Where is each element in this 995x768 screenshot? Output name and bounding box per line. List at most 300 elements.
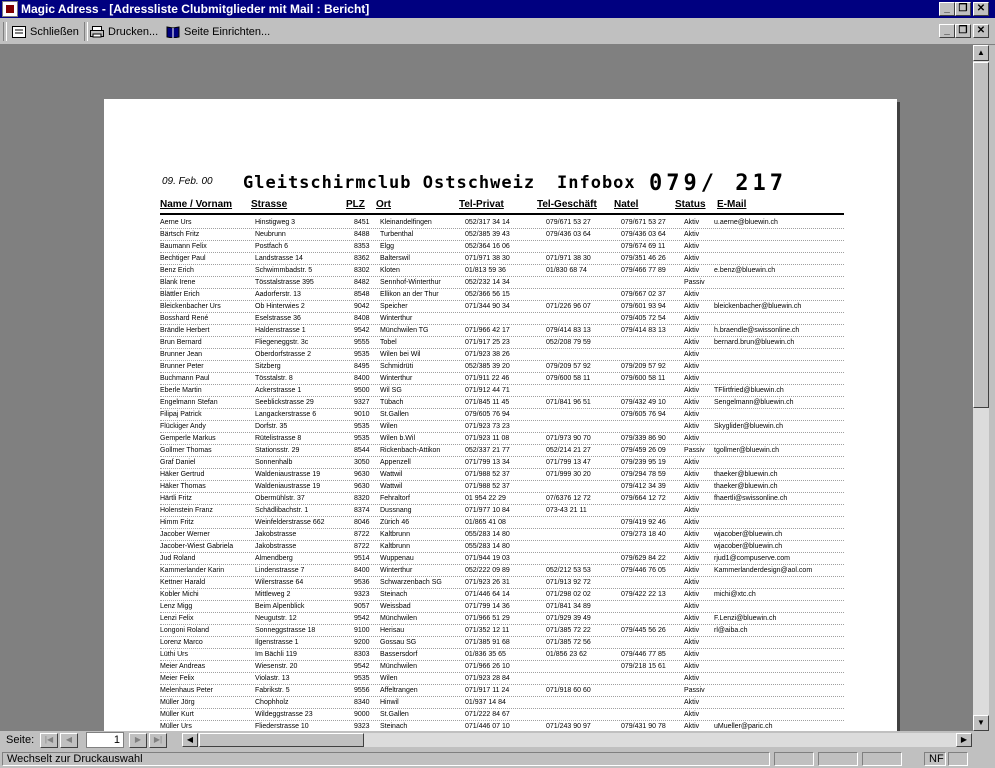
cell-phone-private: 071/923 11 08: [465, 435, 510, 442]
cell-phone-private: 052/366 56 15: [465, 291, 510, 298]
cell-street: Wilerstrasse 64: [255, 579, 304, 586]
scroll-right-arrow-icon[interactable]: ▶: [956, 733, 972, 747]
cell-name: Jacober Werner: [160, 531, 210, 538]
cell-mobile: 079/629 84 22: [621, 555, 666, 562]
cell-city: Wil SG: [380, 387, 402, 394]
print-button[interactable]: [90, 23, 158, 41]
cell-mobile: 079/446 76 05: [621, 567, 666, 574]
cell-zip: 8722: [354, 543, 370, 550]
cell-zip: 9000: [354, 711, 370, 718]
cell-city: Hinwil: [380, 699, 399, 706]
cell-status: Aktiv: [684, 459, 700, 466]
cell-street: Fliegeneggstr. 3c: [255, 339, 309, 346]
cell-email: TFlirtfried@bluewin.ch: [714, 387, 784, 394]
cell-city: St.Gallen: [380, 711, 409, 718]
cell-city: Turbenthal: [380, 231, 414, 238]
cell-street: Schwimmbadstr. 5: [255, 267, 313, 274]
cell-street: Haldenstrasse 1: [255, 327, 306, 334]
cell-status: Aktiv: [684, 639, 700, 646]
cell-email: tgollmer@bluewin.ch: [714, 447, 780, 454]
cell-status: Aktiv: [684, 699, 700, 706]
cell-phone-business: 052/208 79 59: [546, 339, 591, 346]
cell-city: Speicher: [380, 303, 408, 310]
first-page-icon[interactable]: |◀: [40, 733, 58, 748]
cell-street: Ob Hinterwies 2: [255, 303, 305, 310]
cell-city: Münchwilen: [380, 615, 417, 622]
cell-city: Winterthur: [380, 567, 413, 574]
table-row: [160, 649, 844, 661]
cell-name: Müller Urs: [160, 723, 192, 730]
cell-city: Wilen: [380, 423, 398, 430]
cell-phone-private: 052/337 21 77: [465, 447, 510, 454]
table-row: [160, 613, 844, 625]
cell-phone-private: 071/988 52 37: [465, 483, 510, 490]
page-number-input[interactable]: 1: [86, 732, 124, 748]
col-header-city: Ort: [376, 199, 391, 210]
cell-email: michi@xtc.ch: [714, 591, 756, 598]
cell-name: Blättler Erich: [160, 291, 200, 298]
cell-zip: 9042: [354, 303, 370, 310]
cell-status: Aktiv: [684, 531, 700, 538]
doc-restore-button[interactable]: ❐: [955, 24, 971, 38]
cell-name: Brun Bernard: [160, 339, 202, 346]
cell-name: Benz Erich: [160, 267, 194, 274]
cell-street: Waldeniaustrasse 19: [255, 483, 321, 490]
cell-status: Passiv: [684, 687, 705, 694]
cell-phone-private: 052/232 14 34: [465, 279, 510, 286]
cell-name: Aerne Urs: [160, 219, 192, 226]
toolbar-separator: [84, 22, 88, 41]
cell-phone-business: 07/6376 12 72: [546, 495, 591, 502]
cell-phone-private: 071/944 19 03: [465, 555, 510, 562]
cell-zip: 9542: [354, 663, 370, 670]
scroll-down-arrow-icon[interactable]: ▼: [973, 715, 989, 731]
cell-zip: 8374: [354, 507, 370, 514]
cell-mobile: 079/600 58 11: [621, 375, 666, 382]
cell-status: Aktiv: [684, 327, 700, 334]
table-row: [160, 301, 844, 313]
table-row: [160, 361, 844, 373]
cell-street: Seeblickstrasse 29: [255, 399, 314, 406]
cell-zip: 9535: [354, 423, 370, 430]
cell-zip: 9630: [354, 483, 370, 490]
scroll-left-arrow-icon[interactable]: ◀: [182, 733, 198, 747]
cell-name: Müller Kurt: [160, 711, 194, 718]
cell-phone-business: 073-43 21 11: [546, 507, 587, 514]
cell-mobile: 079/405 72 54: [621, 315, 666, 322]
cell-name: Baumann Felix: [160, 243, 207, 250]
cell-street: Neubrunn: [255, 231, 286, 238]
minimize-button[interactable]: _: [939, 2, 955, 16]
cell-name: Gollmer Thomas: [160, 447, 212, 454]
cell-phone-private: 055/283 14 80: [465, 543, 510, 550]
cell-phone-private: 071/352 12 11: [465, 627, 510, 634]
cell-street: Tösstalstr. 8: [255, 375, 293, 382]
status-panel-empty-1: [774, 752, 814, 766]
doc-close-button[interactable]: ✕: [973, 24, 989, 38]
table-row: [160, 217, 844, 229]
report-page: [104, 99, 897, 731]
cell-email: F.Lenzi@bluewin.ch: [714, 615, 777, 622]
cell-zip: 8451: [354, 219, 370, 226]
cell-status: Aktiv: [684, 255, 700, 262]
status-indicator: NF: [924, 752, 946, 766]
cell-city: Tobel: [380, 339, 397, 346]
cell-city: Kaltbrunn: [380, 543, 410, 550]
cell-zip: 8320: [354, 495, 370, 502]
cell-phone-private: 071/446 64 14: [465, 591, 510, 598]
table-row: [160, 445, 844, 457]
cell-street: Jakobstrasse: [255, 531, 297, 538]
cell-phone-private: 071/966 42 17: [465, 327, 510, 334]
cell-street: Landstrasse 14: [255, 255, 303, 262]
cell-zip: 8495: [354, 363, 370, 370]
cell-mobile: 079/218 15 61: [621, 663, 666, 670]
cell-name: Kettner Harald: [160, 579, 206, 586]
close-button[interactable]: ✕: [973, 2, 989, 16]
cell-status: Aktiv: [684, 543, 700, 550]
cell-email: rjud1@compuserve.com: [714, 555, 790, 562]
horizontal-scroll-thumb[interactable]: [199, 733, 364, 747]
last-page-icon[interactable]: ▶|: [149, 733, 167, 748]
page-setup-button[interactable]: [166, 23, 270, 41]
cell-name: Brändle Herbert: [160, 327, 210, 334]
cell-phone-private: 071/799 13 34: [465, 459, 510, 466]
cell-name: Engelmann Stefan: [160, 399, 218, 406]
cell-city: Sennhof-Winterthur: [380, 279, 441, 286]
cell-status: Aktiv: [684, 675, 700, 682]
cell-status: Passiv: [684, 279, 705, 286]
cell-status: Aktiv: [684, 555, 700, 562]
cell-zip: 9630: [354, 471, 370, 478]
member-list: [160, 217, 844, 731]
col-header-street: Strasse: [251, 199, 288, 210]
cell-email: uMueller@paric.ch: [714, 723, 773, 730]
cell-street: Violastr. 13: [255, 675, 290, 682]
cell-phone-private: 071/966 51 29: [465, 615, 510, 622]
cell-city: Kleinandelfingen: [380, 219, 432, 226]
cell-zip: 8302: [354, 267, 370, 274]
cell-mobile: 079/209 57 92: [621, 363, 666, 370]
cell-phone-business: 052/212 53 53: [546, 567, 591, 574]
table-row: [160, 685, 844, 697]
cell-phone-business: 071/999 30 20: [546, 471, 591, 478]
cell-status: Aktiv: [684, 423, 700, 430]
cell-zip: 9323: [354, 723, 370, 730]
cell-city: Rickenbach-Attikon: [380, 447, 441, 454]
report-preview-area: [0, 45, 973, 731]
cell-zip: 9536: [354, 579, 370, 586]
cell-status: Aktiv: [684, 231, 700, 238]
cell-zip: 8544: [354, 447, 370, 454]
table-row: [160, 457, 844, 469]
cell-street: Almendberg: [255, 555, 293, 562]
cell-street: Sonneggstrasse 18: [255, 627, 316, 634]
cell-street: Oberdorfstrasse 2: [255, 351, 312, 358]
cell-mobile: 079/422 22 13: [621, 591, 666, 598]
col-header-phone-business: Tel-Geschäft: [537, 199, 597, 210]
cell-street: Dorfstr. 35: [255, 423, 288, 430]
cell-name: Brunner Peter: [160, 363, 204, 370]
table-row: [160, 277, 844, 289]
cell-status: Aktiv: [684, 567, 700, 574]
restore-button[interactable]: ❐: [955, 2, 971, 16]
cell-status: Aktiv: [684, 303, 700, 310]
cell-mobile: 079/431 90 78: [621, 723, 666, 730]
infobox-phone: 079/ 217: [649, 171, 787, 196]
cell-name: Häker Gertrud: [160, 471, 205, 478]
cell-status: Aktiv: [684, 495, 700, 502]
cell-name: Blank Irene: [160, 279, 196, 286]
cell-phone-business: 071/226 96 07: [546, 303, 591, 310]
table-row: [160, 625, 844, 637]
cell-zip: 9535: [354, 351, 370, 358]
cell-city: Steinach: [380, 723, 408, 730]
cell-zip: 8400: [354, 375, 370, 382]
table-row: [160, 325, 844, 337]
cell-street: Fliederstrasse 10: [255, 723, 309, 730]
vertical-scroll-thumb[interactable]: [973, 62, 989, 408]
cell-phone-private: 052/385 39 20: [465, 363, 510, 370]
cell-phone-private: 071/923 28 84: [465, 675, 510, 682]
cell-phone-private: 052/222 09 89: [465, 567, 510, 574]
cell-city: Zürich 46: [380, 519, 410, 526]
cell-email: thaeker@bluewin.ch: [714, 471, 778, 478]
print-label: Drucken...: [108, 26, 159, 38]
cell-phone-business: 071/243 90 97: [546, 723, 591, 730]
cell-zip: 9542: [354, 615, 370, 622]
cell-city: Winterthur: [380, 315, 413, 322]
vertical-scrollbar[interactable]: [973, 45, 989, 731]
cell-mobile: 079/674 69 11: [621, 243, 666, 250]
table-row: [160, 469, 844, 481]
cell-mobile: 079/671 53 27: [621, 219, 666, 226]
cell-phone-private: 071/971 38 30: [465, 255, 510, 262]
table-row: [160, 493, 844, 505]
cell-phone-business: 079/209 57 92: [546, 363, 591, 370]
cell-zip: 8340: [354, 699, 370, 706]
cell-zip: 9556: [354, 687, 370, 694]
cell-name: Brunner Jean: [160, 351, 203, 358]
col-header-zip: PLZ: [346, 199, 365, 210]
status-message: Wechselt zur Druckauswahl: [2, 752, 770, 766]
cell-zip: 9514: [354, 555, 370, 562]
cell-zip: 8400: [354, 567, 370, 574]
book-icon: [166, 26, 180, 38]
cell-city: Tübach: [380, 399, 404, 406]
cell-phone-private: 071/923 73 23: [465, 423, 510, 430]
cell-mobile: 079/459 26 09: [621, 447, 666, 454]
cell-status: Aktiv: [684, 411, 700, 418]
cell-status: Aktiv: [684, 603, 700, 610]
cell-name: Lorenz Marco: [160, 639, 203, 646]
cell-zip: 9323: [354, 591, 370, 598]
app-icon[interactable]: [2, 1, 18, 17]
cell-status: Aktiv: [684, 615, 700, 622]
cell-zip: 9535: [354, 435, 370, 442]
cell-phone-private: 071/917 11 24: [465, 687, 510, 694]
cell-phone-private: 052/385 39 43: [465, 231, 510, 238]
cell-status: Aktiv: [684, 627, 700, 634]
next-page-icon[interactable]: ▶: [129, 733, 147, 748]
cell-status: Aktiv: [684, 351, 700, 358]
cell-name: Meier Felix: [160, 675, 195, 682]
cell-status: Passiv: [684, 447, 705, 454]
cell-zip: 8353: [354, 243, 370, 250]
cell-city: Kaltbrunn: [380, 531, 410, 538]
cell-street: Im Bächli 119: [255, 651, 297, 658]
cell-phone-business: 052/214 21 27: [546, 447, 591, 454]
cell-name: Jud Roland: [160, 555, 196, 562]
cell-phone-private: 055/283 14 80: [465, 531, 510, 538]
cell-phone-business: 071/799 13 47: [546, 459, 591, 466]
cell-phone-business: 071/841 96 51: [546, 399, 591, 406]
cell-street: Stationsstr. 29: [255, 447, 300, 454]
cell-phone-private: 071/923 38 26: [465, 351, 510, 358]
cell-mobile: 079/466 77 89: [621, 267, 666, 274]
cell-phone-private: 071/988 52 37: [465, 471, 510, 478]
cell-city: Kloten: [380, 267, 400, 274]
cell-phone-private: 01/865 41 08: [465, 519, 506, 526]
cell-status: Aktiv: [684, 723, 700, 730]
cell-zip: 9535: [354, 675, 370, 682]
cell-status: Aktiv: [684, 399, 700, 406]
cell-phone-private: 01 954 22 29: [465, 495, 506, 502]
table-row: [160, 529, 844, 541]
cell-status: Aktiv: [684, 507, 700, 514]
cell-mobile: 079/667 02 37: [621, 291, 666, 298]
page-setup-label: Seite Einrichten...: [184, 26, 271, 38]
table-row: [160, 373, 844, 385]
cell-city: Wuppenau: [380, 555, 414, 562]
cell-phone-private: 071/911 22 46: [465, 375, 510, 382]
printer-icon: [90, 26, 104, 38]
cell-mobile: 079/351 46 26: [621, 255, 666, 262]
cell-phone-business: 071/385 72 56: [546, 639, 591, 646]
cell-status: Aktiv: [684, 291, 700, 298]
cell-name: Bärtsch Fritz: [160, 231, 200, 238]
cell-name: Müller Jörg: [160, 699, 195, 706]
close-report-label: Schließen: [30, 26, 79, 38]
cell-phone-business: 079/600 58 11: [546, 375, 591, 382]
cell-status: Aktiv: [684, 519, 700, 526]
cell-status: Aktiv: [684, 591, 700, 598]
cell-status: Aktiv: [684, 483, 700, 490]
cell-street: Lindenstrasse 7: [255, 567, 305, 574]
cell-street: Aadorferstr. 13: [255, 291, 301, 298]
cell-street: Schädlibachstr. 1: [255, 507, 309, 514]
col-header-status: Status: [675, 199, 706, 210]
cell-phone-private: 071/966 26 10: [465, 663, 510, 670]
cell-email: wjacober@bluewin.ch: [714, 531, 783, 538]
previous-page-icon[interactable]: ◀: [60, 733, 78, 748]
cell-name: Buchmann Paul: [160, 375, 210, 382]
cell-name: Holenstein Franz: [160, 507, 213, 514]
cell-status: Aktiv: [684, 711, 700, 718]
table-row: [160, 313, 844, 325]
cell-name: Longoni Roland: [160, 627, 210, 634]
cell-city: Balterswil: [380, 255, 410, 262]
cell-zip: 8488: [354, 231, 370, 238]
cell-zip: 9200: [354, 639, 370, 646]
table-row: [160, 229, 844, 241]
cell-street: Langackerstrasse 6: [255, 411, 317, 418]
cell-mobile: 079/605 76 94: [621, 411, 666, 418]
table-row: [160, 421, 844, 433]
horizontal-scrollbar[interactable]: [182, 733, 972, 747]
toolbar-grip: [3, 22, 7, 41]
table-row: [160, 553, 844, 565]
cell-phone-business: 079/436 03 64: [546, 231, 591, 238]
cell-zip: 9057: [354, 603, 370, 610]
cell-name: Bechtiger Paul: [160, 255, 206, 262]
table-row: [160, 349, 844, 361]
cell-status: Aktiv: [684, 579, 700, 586]
cell-zip: 9100: [354, 627, 370, 634]
scroll-up-arrow-icon[interactable]: ▲: [973, 45, 989, 61]
cell-street: Ilgenstrasse 1: [255, 639, 299, 646]
table-row: [160, 241, 844, 253]
close-report-button[interactable]: [12, 23, 79, 41]
cell-phone-private: 01/937 14 84: [465, 699, 506, 706]
cell-street: Jakobstrasse: [255, 543, 297, 550]
cell-status: Aktiv: [684, 375, 700, 382]
table-row: [160, 541, 844, 553]
cell-phone-business: 079/671 53 27: [546, 219, 591, 226]
cell-email: wjacober@bluewin.ch: [714, 543, 783, 550]
cell-city: Weissbad: [380, 603, 411, 610]
table-row: [160, 721, 844, 731]
cell-phone-business: 071/298 02 02: [546, 591, 591, 598]
cell-city: Fehraltorf: [380, 495, 410, 502]
report-title: Gleitschirmclub Ostschweiz: [243, 173, 536, 193]
table-row: [160, 409, 844, 421]
cell-city: Ellikon an der Thur: [380, 291, 439, 298]
cell-name: Bleickenbacher Urs: [160, 303, 221, 310]
cell-status: Aktiv: [684, 471, 700, 478]
cell-street: Postfach 6: [255, 243, 289, 250]
cell-name: Kobler Michi: [160, 591, 199, 598]
cell-email: Skyglider@bluewin.ch: [714, 423, 783, 430]
table-row: [160, 697, 844, 709]
cell-name: Himm Fritz: [160, 519, 194, 526]
status-panel-empty-4: [948, 752, 968, 766]
cell-phone-private: 071/845 11 45: [465, 399, 510, 406]
status-bar: [0, 751, 995, 768]
cell-city: Münchwilen: [380, 663, 417, 670]
cell-street: Weinfelderstrasse 662: [255, 519, 325, 526]
table-row: [160, 577, 844, 589]
cell-city: Schwarzenbach SG: [380, 579, 442, 586]
cell-name: Häker Thomas: [160, 483, 206, 490]
cell-zip: 8408: [354, 315, 370, 322]
cell-phone-private: 052/364 16 06: [465, 243, 510, 250]
cell-name: Meier Andreas: [160, 663, 206, 670]
cell-name: Filipaj Patrick: [160, 411, 202, 418]
col-header-mobile: Natel: [614, 199, 639, 210]
cell-mobile: 079/273 18 40: [621, 531, 666, 538]
cell-status: Aktiv: [684, 219, 700, 226]
cell-street: Fabrikstr. 5: [255, 687, 290, 694]
cell-status: Aktiv: [684, 315, 700, 322]
table-row: [160, 661, 844, 673]
toolbar: [0, 19, 995, 45]
doc-minimize-button[interactable]: _: [939, 24, 955, 38]
cell-name: Kammerlander Karin: [160, 567, 225, 574]
cell-mobile: 079/436 03 64: [621, 231, 666, 238]
cell-city: Wilen b.Wil: [380, 435, 416, 442]
cell-name: Bosshard René: [160, 315, 209, 322]
